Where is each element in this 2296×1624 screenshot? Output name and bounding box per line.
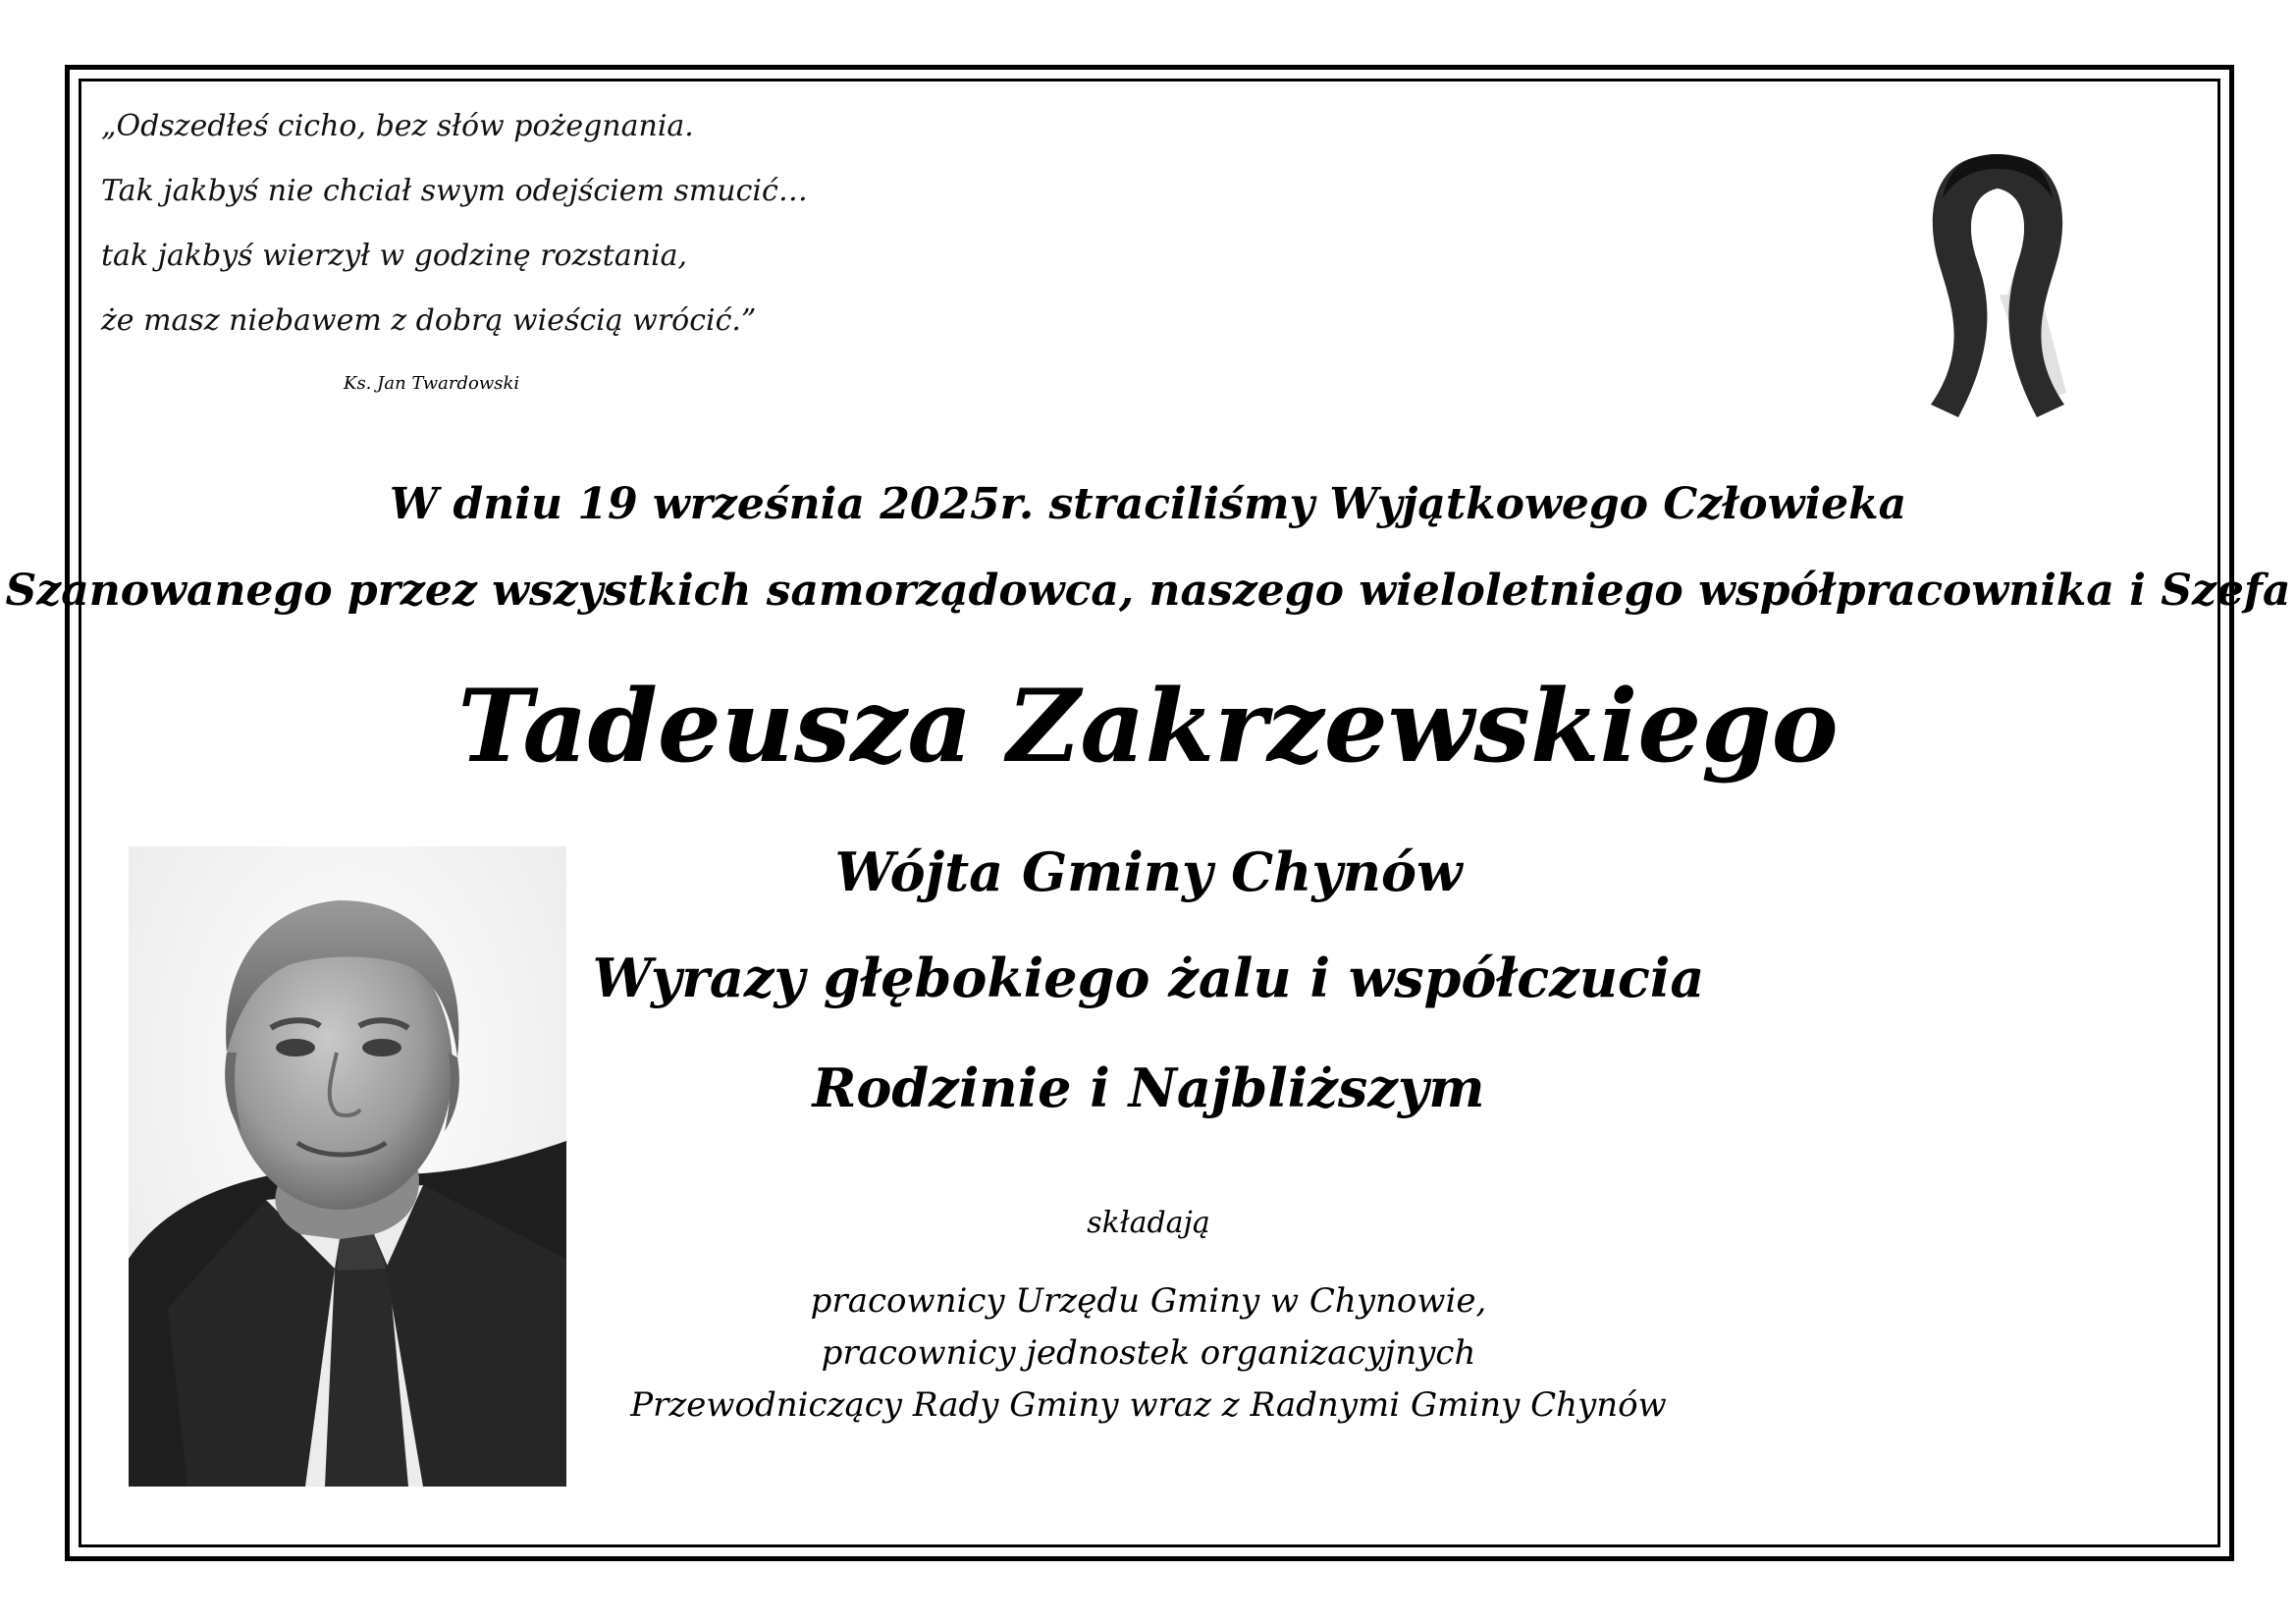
- signatories-lead: składają: [1087, 1206, 1210, 1240]
- condolence-line-2: Rodzinie i Najbliższym: [812, 1056, 1485, 1119]
- signatory-line: pracownicy Urzędu Gminy w Chynowie,: [810, 1281, 1487, 1321]
- poem-line: tak jakbyś wierzył w godzinę rozstania,: [101, 239, 688, 273]
- announcement-line-1: W dniu 19 września 2025r. straciliśmy Wyjątkowego Człowieka: [389, 479, 1907, 529]
- mourning-ribbon-icon: [1919, 147, 2076, 427]
- deceased-title: Wójta Gminy Chynów: [834, 840, 1463, 903]
- poem-author: Ks. Jan Twardowski: [344, 373, 520, 394]
- poem-quote: [101, 94, 808, 353]
- poem-line: „Odszedłeś cicho, bez słów pożegnania.: [101, 109, 694, 143]
- condolence-line-1: Wyrazy głębokiego żalu i współczucia: [592, 947, 1705, 1009]
- portrait-photo: [129, 846, 566, 1487]
- poem-line: że masz niebawem z dobrą wieścią wrócić.”: [101, 303, 757, 338]
- announcement-line-2: Szanowanego przez wszystkich samorządowca, naszego wieloletniego współpracownika i Szefa: [5, 566, 2291, 616]
- deceased-name: Tadeusza Zakrzewskiego: [457, 668, 1839, 785]
- signatory-line: pracownicy jednostek organizacyjnych: [821, 1333, 1476, 1373]
- signatory-line: Przewodniczący Rady Gminy wraz z Radnymi Gminy Chynów: [630, 1385, 1667, 1425]
- poem-line: Tak jakbyś nie chciał swym odejściem smucić…: [101, 174, 808, 208]
